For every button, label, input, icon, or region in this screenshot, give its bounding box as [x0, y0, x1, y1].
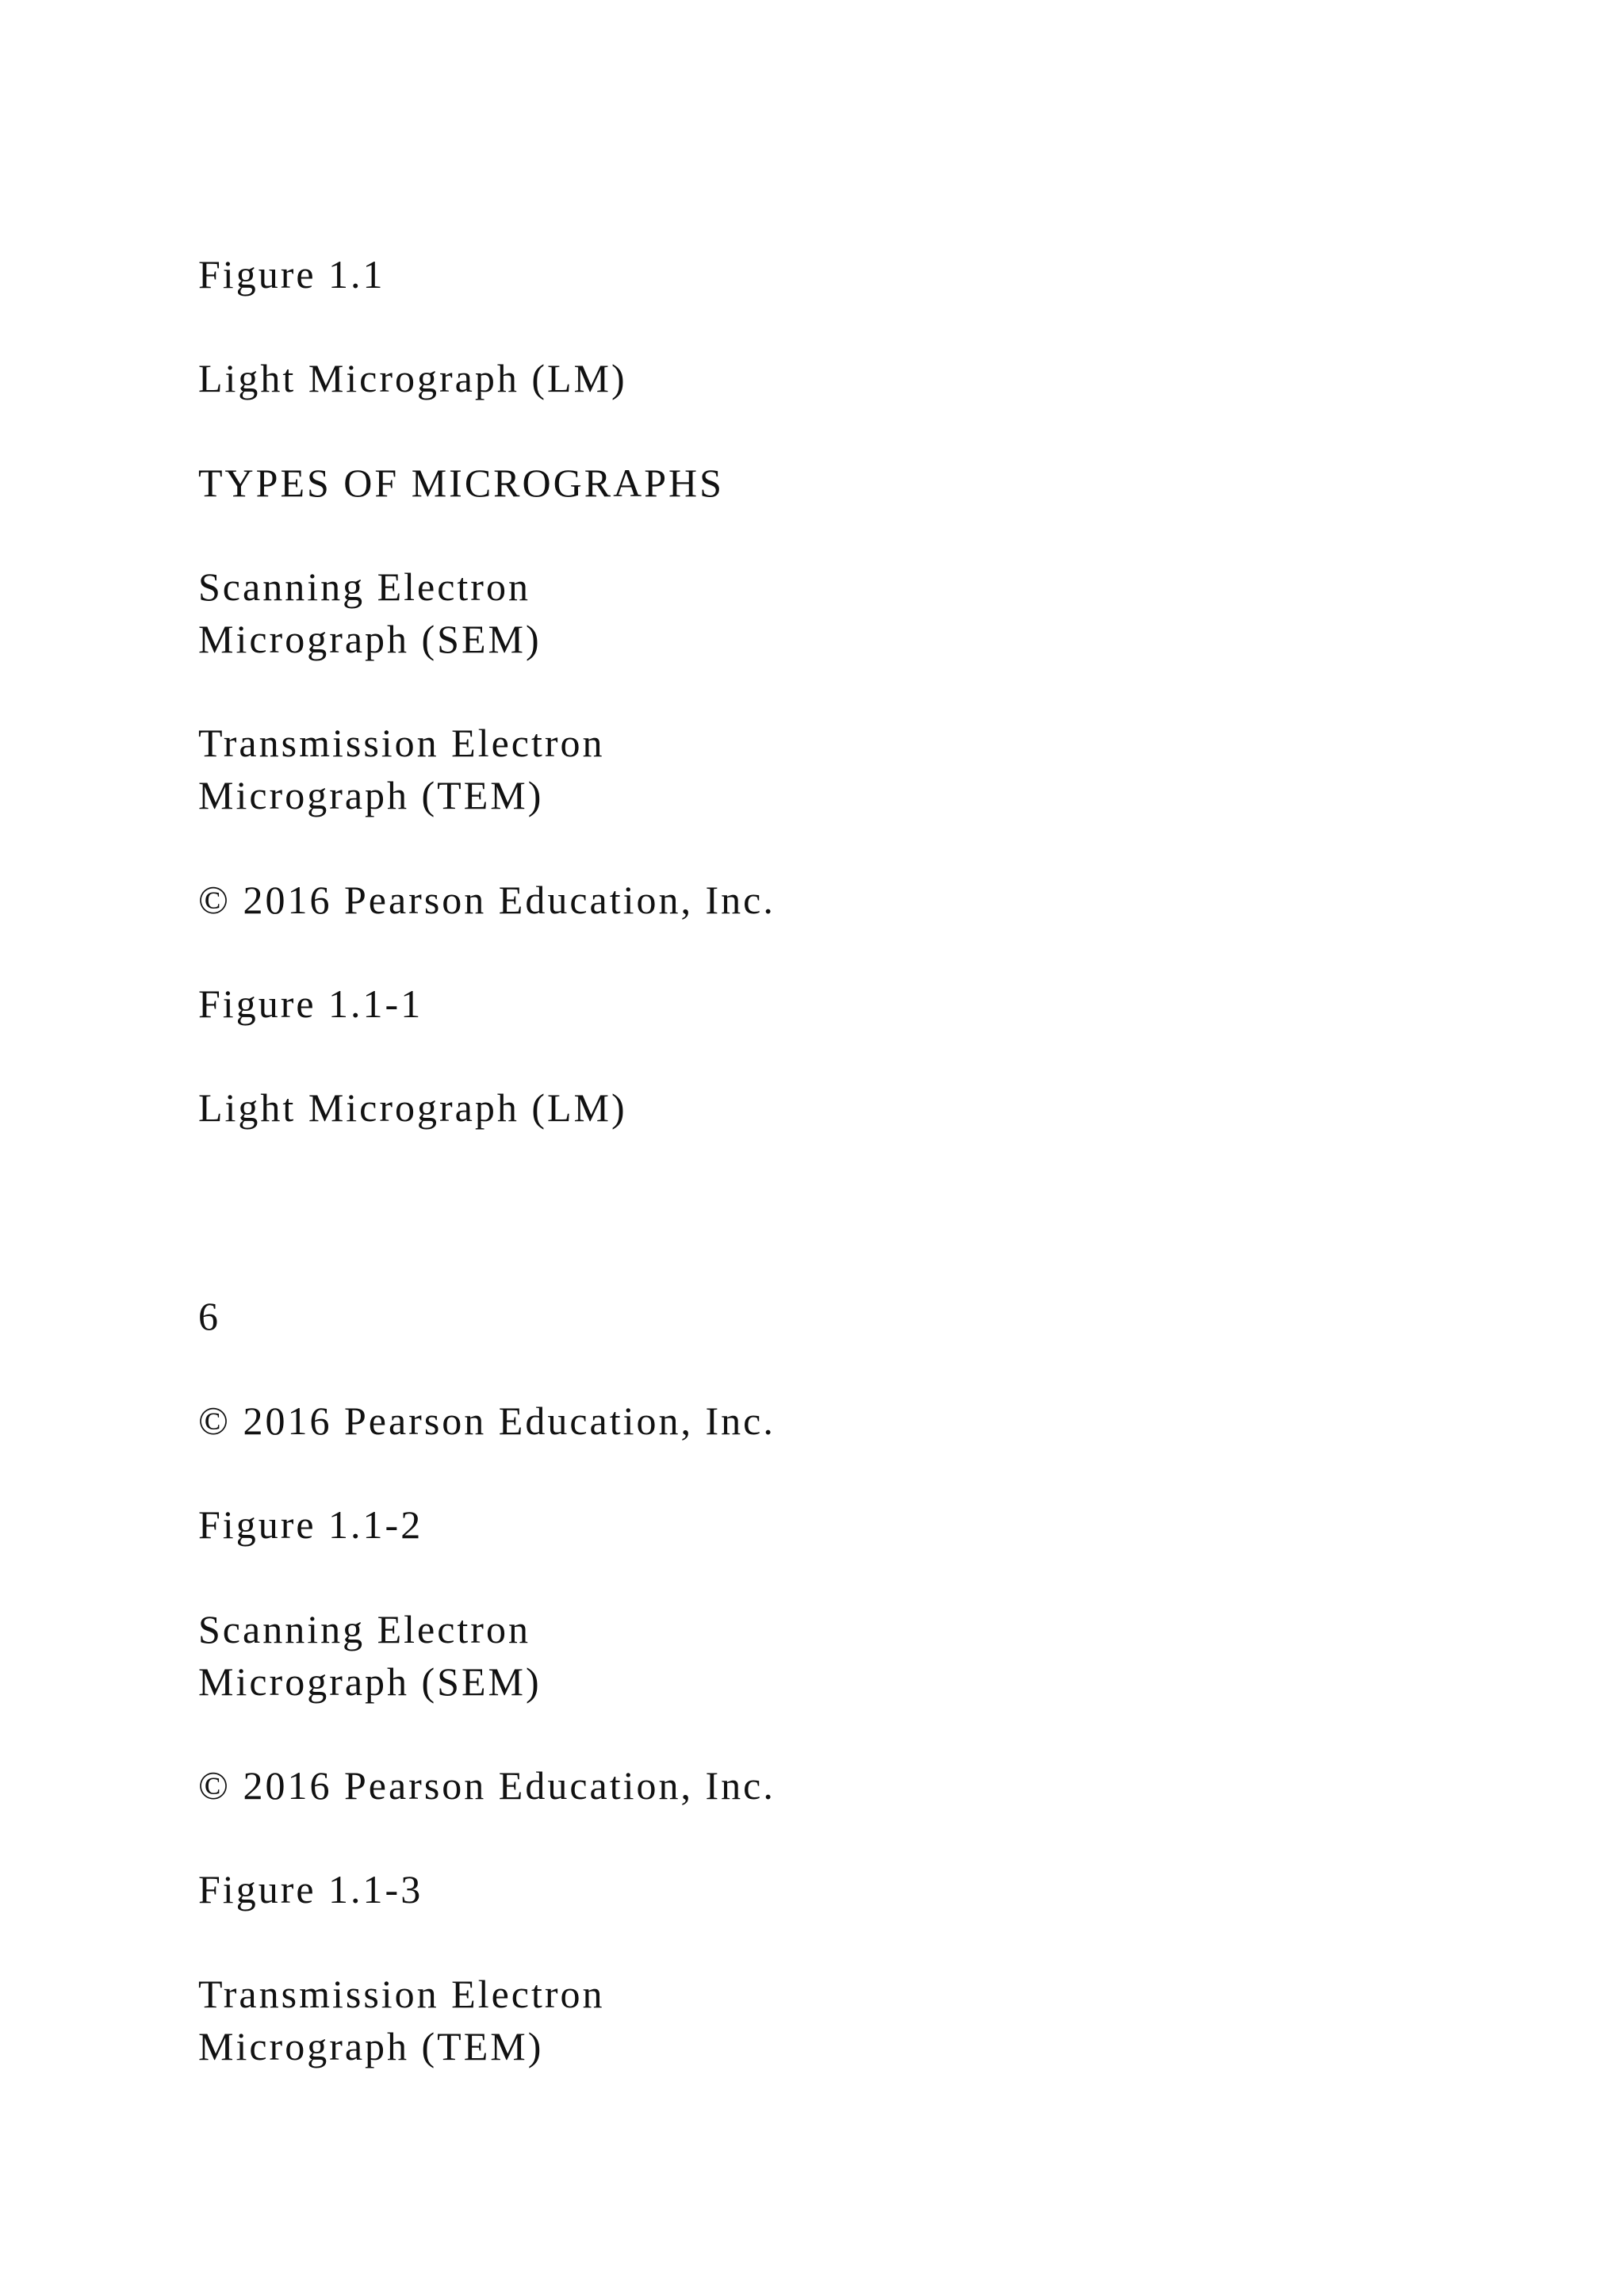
- caption-tem-line1: Transmission Electron: [198, 1972, 605, 2016]
- caption-sem-line1: Scanning Electron: [198, 1607, 530, 1651]
- caption-tem-line1: Transmission Electron: [198, 721, 605, 765]
- caption-tem-line2: Micrograph (TEM): [198, 2024, 544, 2068]
- figure-label: Figure 1.1-2: [198, 1502, 423, 1547]
- figure-label: Figure 1.1-1: [198, 982, 423, 1026]
- copyright-notice: © 2016 Pearson Education, Inc.: [198, 1399, 776, 1443]
- copyright-notice: © 2016 Pearson Education, Inc.: [198, 878, 776, 922]
- copyright-notice: © 2016 Pearson Education, Inc.: [198, 1763, 776, 1808]
- page-number: 6: [198, 1294, 220, 1338]
- figure-label: Figure 1.1: [198, 252, 385, 297]
- caption-sem-line1: Scanning Electron: [198, 564, 530, 609]
- caption-light-micrograph: Light Micrograph (LM): [198, 356, 627, 400]
- figure-label: Figure 1.1-3: [198, 1867, 423, 1911]
- caption-sem-line2: Micrograph (SEM): [198, 617, 542, 661]
- section-heading: TYPES OF MICROGRAPHS: [198, 461, 724, 505]
- caption-sem-line2: Micrograph (SEM): [198, 1659, 542, 1704]
- caption-light-micrograph: Light Micrograph (LM): [198, 1085, 627, 1130]
- caption-tem-line2: Micrograph (TEM): [198, 773, 544, 817]
